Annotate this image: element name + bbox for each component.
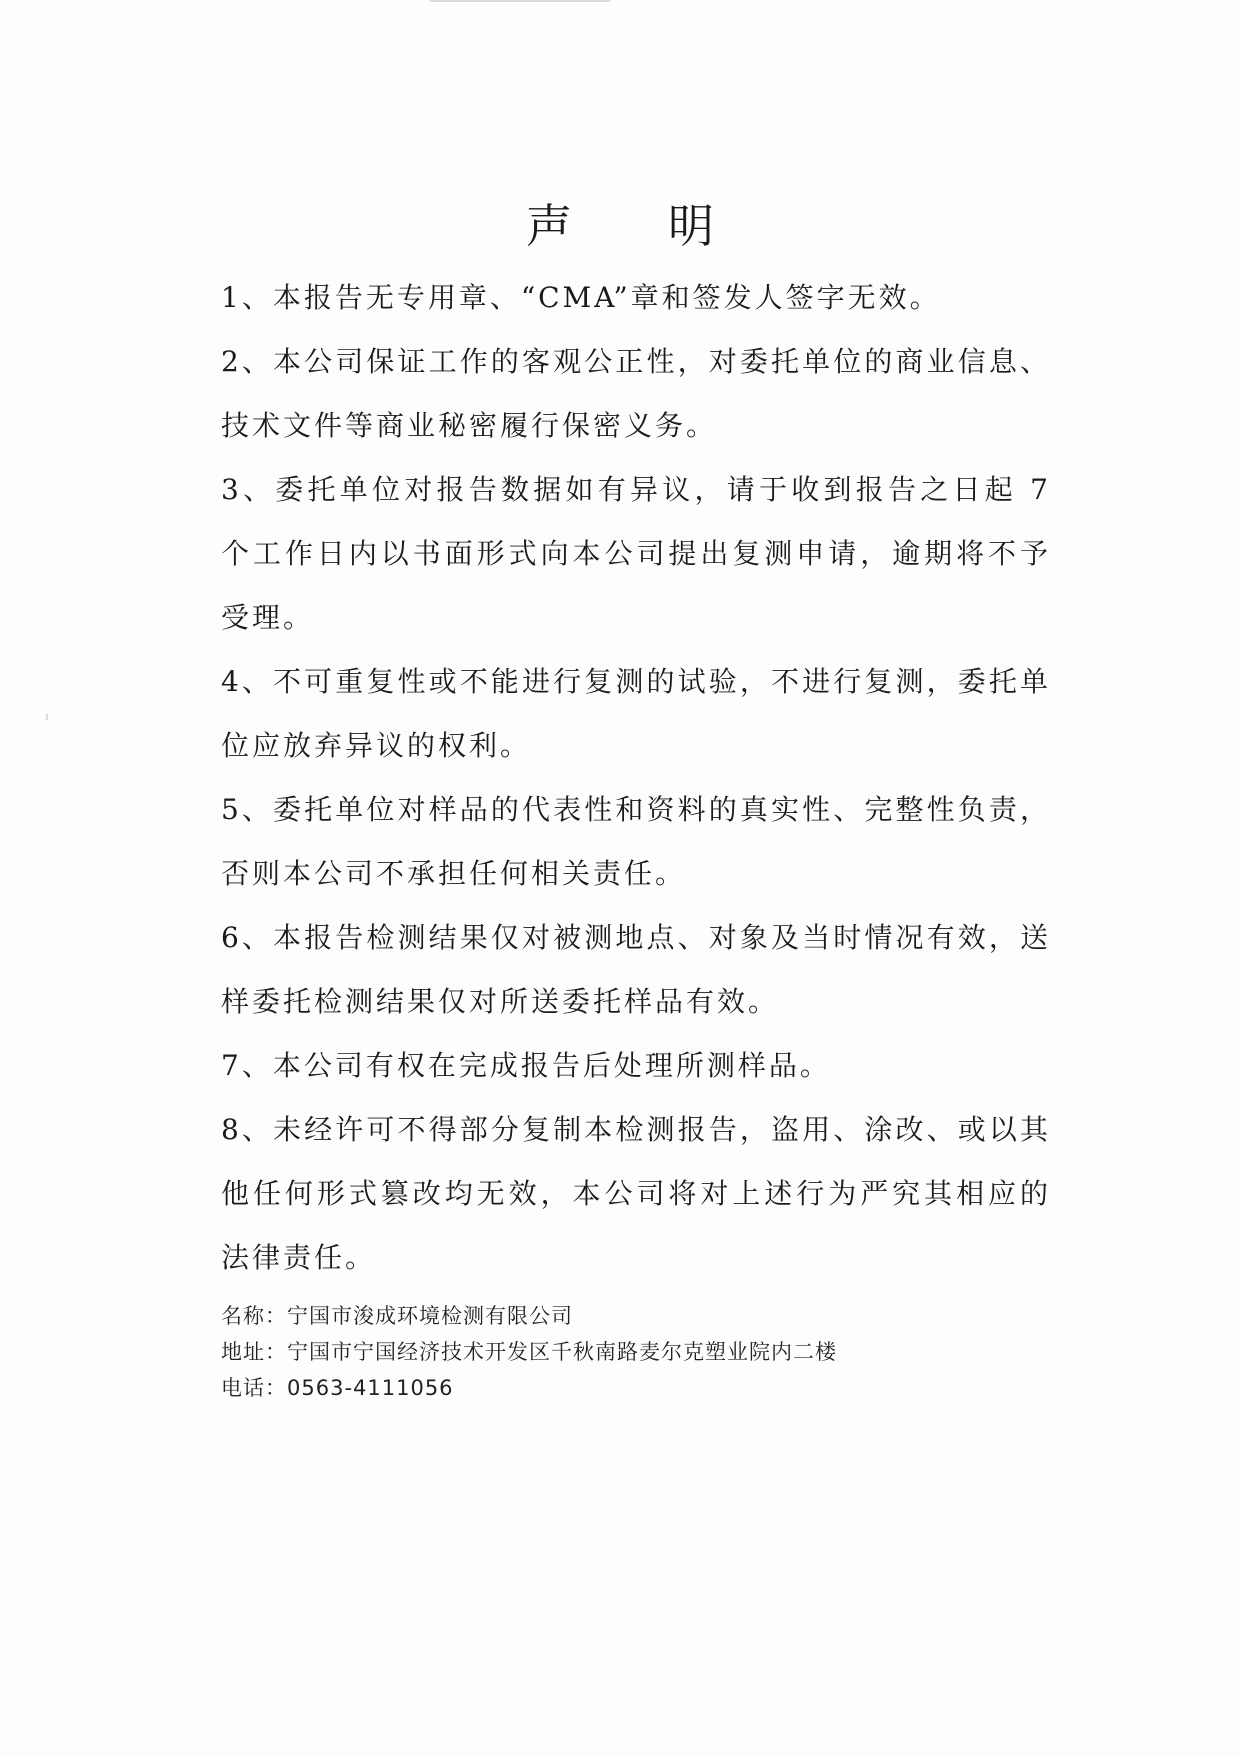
- statement-item: 4、不可重复性或不能进行复测的试验，不进行复测，委托单位应放弃异议的权利。: [221, 665, 1051, 762]
- statement-item: 5、委托单位对样品的代表性和资料的真实性、完整性负责，否则本公司不承担任何相关责任。: [221, 793, 1051, 890]
- statement-item: 1、本报告无专用章、“CMA”章和签发人签字无效。: [221, 281, 941, 314]
- company-name: 名称：宁国市浚成环境检测有限公司: [221, 1304, 573, 1328]
- statement-item: 6、本报告检测结果仅对被测地点、对象及当时情况有效，送样委托检测结果仅对所送委托样品有效。: [221, 921, 1051, 1018]
- company-info: [221, 1298, 1051, 1406]
- scan-artifact: [46, 714, 48, 720]
- company-address: 地址：宁国市宁国经济技术开发区千秋南路麦尔克塑业院内二楼: [221, 1340, 837, 1364]
- statement-item: 2、本公司保证工作的客观公正性，对委托单位的商业信息、技术文件等商业秘密履行保密义务。: [221, 345, 1051, 442]
- statement-item: 8、未经许可不得部分复制本检测报告，盗用、涂改、或以其他任何形式篡改均无效，本公司将对上述行为严究其相应的法律责任。: [221, 1113, 1051, 1274]
- scan-artifact: [430, 0, 610, 2]
- statement-list: [221, 266, 1051, 1290]
- statement-item: 7、本公司有权在完成报告后处理所测样品。: [221, 1049, 831, 1082]
- page-title: 声明: [526, 199, 810, 253]
- company-phone: 电话：0563-4111056: [221, 1376, 454, 1400]
- statement-item: 3、委托单位对报告数据如有异议，请于收到报告之日起 7 个工作日内以书面形式向本公司提出复测申请，逾期将不予受理。: [221, 473, 1051, 634]
